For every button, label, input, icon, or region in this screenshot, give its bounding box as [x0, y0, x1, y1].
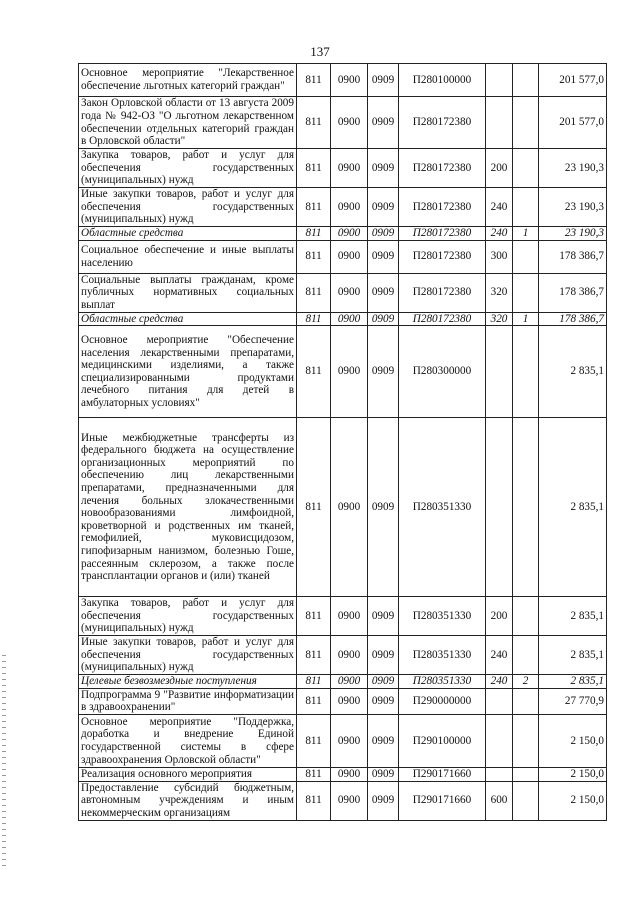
cell-section: 0900 [331, 326, 368, 418]
row-name: Основное мероприятие "Поддержка, доработка и внедрение Единой государственной системы в сфере здравоохранения Орловской области" [79, 714, 297, 767]
cell-admin: 811 [297, 97, 331, 149]
table-row [79, 688, 607, 714]
cell-subsection: 0909 [368, 636, 399, 675]
cell-expense-type [486, 767, 513, 781]
cell-funding-source [513, 767, 539, 781]
cell-section: 0900 [331, 781, 368, 820]
row-name: Областные средства [79, 312, 297, 326]
cell-expense-type: 200 [486, 597, 513, 636]
cell-amount: 201 577,0 [539, 97, 607, 149]
cell-subsection: 0909 [368, 418, 399, 597]
cell-amount: 23 190,3 [539, 188, 607, 227]
cell-section: 0900 [331, 188, 368, 227]
cell-target: П280172380 [399, 227, 486, 241]
cell-section: 0900 [331, 97, 368, 149]
cell-admin: 811 [297, 312, 331, 326]
cell-target: П290171660 [399, 767, 486, 781]
cell-subsection: 0909 [368, 240, 399, 273]
cell-admin: 811 [297, 636, 331, 675]
cell-section: 0900 [331, 418, 368, 597]
row-name: Реализация основного мероприятия [79, 767, 297, 781]
cell-expense-type: 240 [486, 675, 513, 689]
cell-section: 0900 [331, 675, 368, 689]
table-body [79, 64, 607, 821]
cell-expense-type [486, 714, 513, 767]
row-name: Социальные выплаты гражданам, кроме публичных нормативных социальных выплат [79, 273, 297, 312]
cell-funding-source [513, 597, 539, 636]
row-name: Иные закупки товаров, работ и услуг для обеспечения государственных (муниципальных) нужд [79, 636, 297, 675]
cell-section: 0900 [331, 64, 368, 97]
cell-amount: 2 835,1 [539, 597, 607, 636]
cell-subsection: 0909 [368, 326, 399, 418]
budget-table [78, 63, 607, 821]
cell-expense-type [486, 688, 513, 714]
cell-section: 0900 [331, 636, 368, 675]
cell-amount: 2 150,0 [539, 714, 607, 767]
table-row [79, 149, 607, 188]
cell-subsection: 0909 [368, 675, 399, 689]
row-name: Закупка товаров, работ и услуг для обеспечения государственных (муниципальных) нужд [79, 597, 297, 636]
cell-section: 0900 [331, 240, 368, 273]
cell-funding-source [513, 149, 539, 188]
cell-target: П280351330 [399, 597, 486, 636]
cell-target: П280100000 [399, 64, 486, 97]
row-name: Закон Орловской области от 13 августа 2009 года № 942-ОЗ "О льготном лекарственном обеспечении отдельных категорий граждан в Орловской области" [79, 97, 297, 149]
row-name: Предоставление субсидий бюджетным, автономным учреждениям и иным некоммерческим организациям [79, 781, 297, 820]
cell-target: П290000000 [399, 688, 486, 714]
cell-funding-source [513, 714, 539, 767]
table-row [79, 97, 607, 149]
table-row [79, 418, 607, 597]
cell-admin: 811 [297, 597, 331, 636]
table-row [79, 273, 607, 312]
cell-amount: 178 386,7 [539, 312, 607, 326]
cell-amount: 23 190,3 [539, 227, 607, 241]
cell-amount: 178 386,7 [539, 240, 607, 273]
cell-expense-type: 320 [486, 273, 513, 312]
cell-subsection: 0909 [368, 597, 399, 636]
cell-funding-source [513, 188, 539, 227]
cell-amount: 2 835,1 [539, 418, 607, 597]
cell-funding-source [513, 64, 539, 97]
row-name: Закупка товаров, работ и услуг для обеспечения государственных (муниципальных) нужд [79, 149, 297, 188]
cell-funding-source [513, 781, 539, 820]
cell-funding-source: 2 [513, 675, 539, 689]
cell-admin: 811 [297, 675, 331, 689]
table-row [79, 781, 607, 820]
cell-amount: 27 770,9 [539, 688, 607, 714]
cell-admin: 811 [297, 188, 331, 227]
cell-target: П280351330 [399, 675, 486, 689]
cell-target: П290100000 [399, 714, 486, 767]
cell-expense-type [486, 97, 513, 149]
cell-expense-type: 300 [486, 240, 513, 273]
cell-funding-source: 1 [513, 227, 539, 241]
cell-expense-type: 200 [486, 149, 513, 188]
cell-section: 0900 [331, 149, 368, 188]
cell-subsection: 0909 [368, 714, 399, 767]
table-row [79, 64, 607, 97]
cell-expense-type: 240 [486, 188, 513, 227]
cell-target: П280300000 [399, 326, 486, 418]
cell-admin: 811 [297, 64, 331, 97]
row-name: Иные межбюджетные трансферты из федерального бюджета на осуществление организационных мероприятий по обеспечению лиц лекарственными препаратами, предназначенными для лечения больных злокачественными новообразованиями лимфоидной, кроветворной и родственных им тканей, гемофилией, муковисцидозом, гипофизарным нанизмом, болезнью Гоше, рассеянным склерозом, а также после трансплантации органов и (или) тканей [79, 418, 297, 597]
cell-section: 0900 [331, 597, 368, 636]
cell-target: П280172380 [399, 312, 486, 326]
cell-expense-type [486, 418, 513, 597]
table-row [79, 227, 607, 241]
cell-target: П290171660 [399, 781, 486, 820]
table-row [79, 636, 607, 675]
cell-expense-type [486, 326, 513, 418]
cell-target: П280172380 [399, 273, 486, 312]
cell-subsection: 0909 [368, 97, 399, 149]
cell-section: 0900 [331, 312, 368, 326]
row-name: Основное мероприятие "Лекарственное обеспечение льготных категорий граждан" [79, 64, 297, 97]
cell-admin: 811 [297, 326, 331, 418]
cell-admin: 811 [297, 273, 331, 312]
cell-amount: 2 150,0 [539, 767, 607, 781]
cell-subsection: 0909 [368, 188, 399, 227]
cell-section: 0900 [331, 714, 368, 767]
cell-target: П280172380 [399, 97, 486, 149]
table-row [79, 312, 607, 326]
row-name: Целевые безвозмездные поступления [79, 675, 297, 689]
cell-target: П280172380 [399, 149, 486, 188]
cell-funding-source [513, 326, 539, 418]
cell-amount: 2 150,0 [539, 781, 607, 820]
cell-subsection: 0909 [368, 64, 399, 97]
table-row [79, 597, 607, 636]
table-row [79, 767, 607, 781]
cell-section: 0900 [331, 273, 368, 312]
cell-admin: 811 [297, 240, 331, 273]
table-row [79, 326, 607, 418]
cell-admin: 811 [297, 767, 331, 781]
cell-admin: 811 [297, 714, 331, 767]
cell-admin: 811 [297, 781, 331, 820]
cell-admin: 811 [297, 227, 331, 241]
cell-subsection: 0909 [368, 688, 399, 714]
cell-section: 0900 [331, 227, 368, 241]
cell-funding-source [513, 418, 539, 597]
page-number: 137 [310, 44, 330, 59]
cell-subsection: 0909 [368, 767, 399, 781]
cell-admin: 811 [297, 418, 331, 597]
cell-target: П280172380 [399, 240, 486, 273]
cell-amount: 2 835,1 [539, 675, 607, 689]
row-name: Основное мероприятие "Обеспечение населения лекарственными препаратами, медицинскими изделиями, а также специализированными продуктами лечебного питания для детей в амбулаторных условиях" [79, 326, 297, 418]
row-name: Подпрограмма 9 "Развитие информатизации в здравоохранении" [79, 688, 297, 714]
cell-expense-type: 600 [486, 781, 513, 820]
cell-expense-type: 240 [486, 636, 513, 675]
cell-funding-source [513, 240, 539, 273]
cell-target: П280172380 [399, 188, 486, 227]
cell-admin: 811 [297, 149, 331, 188]
cell-subsection: 0909 [368, 227, 399, 241]
cell-funding-source [513, 97, 539, 149]
cell-subsection: 0909 [368, 149, 399, 188]
table-row [79, 188, 607, 227]
row-name: Иные закупки товаров, работ и услуг для обеспечения государственных (муниципальных) нужд [79, 188, 297, 227]
cell-funding-source [513, 636, 539, 675]
row-name: Социальное обеспечение и иные выплаты населению [79, 240, 297, 273]
table-row [79, 714, 607, 767]
cell-subsection: 0909 [368, 781, 399, 820]
cell-amount: 2 835,1 [539, 326, 607, 418]
cell-expense-type: 320 [486, 312, 513, 326]
cell-funding-source [513, 688, 539, 714]
cell-funding-source [513, 273, 539, 312]
cell-subsection: 0909 [368, 273, 399, 312]
table-row [79, 675, 607, 689]
cell-amount: 2 835,1 [539, 636, 607, 675]
cell-target: П280351330 [399, 636, 486, 675]
cell-amount: 201 577,0 [539, 64, 607, 97]
cell-target: П280351330 [399, 418, 486, 597]
cell-subsection: 0909 [368, 312, 399, 326]
cell-section: 0900 [331, 688, 368, 714]
row-name: Областные средства [79, 227, 297, 241]
scan-edge-marks [2, 655, 6, 870]
cell-expense-type: 240 [486, 227, 513, 241]
cell-expense-type [486, 64, 513, 97]
cell-funding-source: 1 [513, 312, 539, 326]
cell-admin: 811 [297, 688, 331, 714]
table-row [79, 240, 607, 273]
cell-amount: 23 190,3 [539, 149, 607, 188]
cell-section: 0900 [331, 767, 368, 781]
cell-amount: 178 386,7 [539, 273, 607, 312]
